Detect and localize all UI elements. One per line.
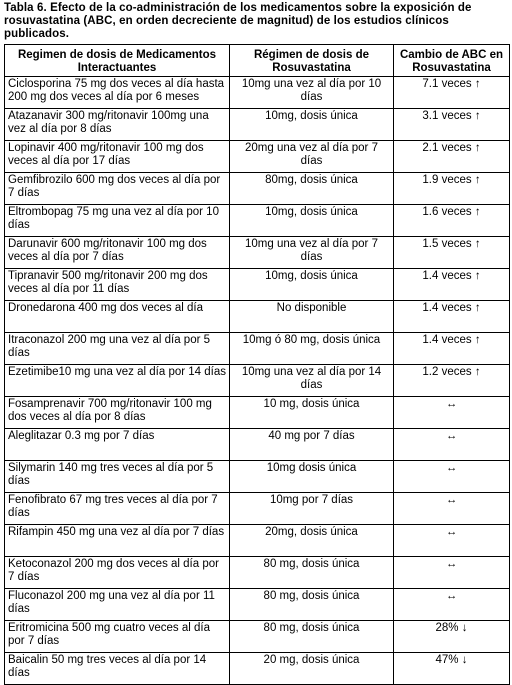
table-row [5,621,510,653]
cell-interacting-drug-regimen: Eltrombopag 75 mg una vez al día por 10 días [5,205,230,237]
cell-interacting-drug-regimen: Dronedarona 400 mg dos veces al día [5,301,230,333]
cell-rosuvastatin-regimen: 10 mg, dosis única [230,397,394,429]
cell-rosuvastatin-regimen: 10mg una vez al día por 7 días [230,237,394,269]
cell-auc-change: 1.6 veces ↑ [394,205,510,237]
cell-interacting-drug-regimen: Silymarin 140 mg tres veces al día por 5 días [5,461,230,493]
cell-interacting-drug-regimen: Fosamprenavir 700 mg/ritonavir 100 mg dos veces al día por 8 días [5,397,230,429]
cell-rosuvastatin-regimen: 10mg, dosis única [230,269,394,301]
table-row [5,237,510,269]
cell-rosuvastatin-regimen: 10mg una vez al día por 10 días [230,77,394,109]
cell-interacting-drug-regimen: Darunavir 600 mg/ritonavir 100 mg dos veces al día por 7 días [5,237,230,269]
cell-rosuvastatin-regimen: 80 mg, dosis única [230,621,394,653]
cell-rosuvastatin-regimen: 10mg una vez al día por 14 días [230,365,394,397]
table-row [5,653,510,685]
header-interacting-drug-regimen: Regimen de dosis de Medicamentos Interactuantes [5,45,230,77]
cell-interacting-drug-regimen: Baicalin 50 mg tres veces al día por 14 días [5,653,230,685]
cell-auc-change: 1.4 veces ↑ [394,333,510,365]
table-row [5,525,510,557]
cell-auc-change: 1.9 veces ↑ [394,173,510,205]
cell-auc-change: ↔ [394,525,510,557]
cell-interacting-drug-regimen: Atazanavir 300 mg/ritonavir 100mg una vez al día por 8 días [5,109,230,141]
table-row [5,109,510,141]
cell-interacting-drug-regimen: Lopinavir 400 mg/ritonavir 100 mg dos veces al día por 17 días [5,141,230,173]
cell-auc-change: 47% ↓ [394,653,510,685]
cell-auc-change: 2.1 veces ↑ [394,141,510,173]
cell-auc-change: ↔ [394,493,510,525]
header-auc-change: Cambio de ABC en Rosuvastatina [394,45,510,77]
table-row [5,493,510,525]
cell-interacting-drug-regimen: Itraconazol 200 mg una vez al día por 5 días [5,333,230,365]
cell-rosuvastatin-regimen: No disponible [230,301,394,333]
cell-rosuvastatin-regimen: 10mg por 7 días [230,493,394,525]
cell-rosuvastatin-regimen: 10mg, dosis única [230,205,394,237]
cell-interacting-drug-regimen: Aleglitazar 0.3 mg por 7 días [5,429,230,461]
cell-auc-change: 3.1 veces ↑ [394,109,510,141]
cell-interacting-drug-regimen: Fluconazol 200 mg una vez al día por 11 días [5,589,230,621]
document [4,2,509,685]
cell-rosuvastatin-regimen: 20mg una vez al día por 7 días [230,141,394,173]
table-row [5,429,510,461]
table-row [5,397,510,429]
cell-rosuvastatin-regimen: 10mg, dosis única [230,109,394,141]
table-row [5,173,510,205]
cell-rosuvastatin-regimen: 80 mg, dosis única [230,589,394,621]
table-header-row [5,45,510,77]
table-body [5,77,510,685]
cell-auc-change: ↔ [394,589,510,621]
cell-interacting-drug-regimen: Rifampin 450 mg una vez al día por 7 días [5,525,230,557]
cell-auc-change: 28% ↓ [394,621,510,653]
cell-interacting-drug-regimen: Ciclosporina 75 mg dos veces al día hasta 200 mg dos veces al día por 6 meses [5,77,230,109]
header-rosuvastatin-regimen: Régimen de dosis de Rosuvastatina [230,45,394,77]
cell-auc-change: ↔ [394,429,510,461]
cell-rosuvastatin-regimen: 10mg ó 80 mg, dosis única [230,333,394,365]
cell-interacting-drug-regimen: Fenofibrato 67 mg tres veces al día por 7 días [5,493,230,525]
table-caption: Tabla 6. Efecto de la co-administración de los medicamentos sobre la exposición de rosuvastatina (ABC, en orden decreciente de magnitud) de los estudios clínicos publicados. [4,2,472,40]
cell-interacting-drug-regimen: Ezetimibe10 mg una vez al día por 14 días [5,365,230,397]
table-row [5,205,510,237]
table-row [5,589,510,621]
cell-interacting-drug-regimen: Ketoconazol 200 mg dos veces al día por 7 días [5,557,230,589]
table-row [5,269,510,301]
cell-rosuvastatin-regimen: 10mg dosis única [230,461,394,493]
cell-interacting-drug-regimen: Tipranavir 500 mg/ritonavir 200 mg dos veces al día por 11 días [5,269,230,301]
cell-rosuvastatin-regimen: 20mg, dosis única [230,525,394,557]
cell-rosuvastatin-regimen: 40 mg por 7 días [230,429,394,461]
table-row [5,365,510,397]
cell-auc-change: 1.4 veces ↑ [394,301,510,333]
table-row [5,77,510,109]
cell-rosuvastatin-regimen: 20 mg, dosis única [230,653,394,685]
table-row [5,557,510,589]
table-row [5,461,510,493]
cell-auc-change: ↔ [394,461,510,493]
cell-rosuvastatin-regimen: 80 mg, dosis única [230,557,394,589]
interaction-table [4,44,510,685]
cell-auc-change: 1.2 veces ↑ [394,365,510,397]
cell-interacting-drug-regimen: Eritromicina 500 mg cuatro veces al día por 7 días [5,621,230,653]
cell-rosuvastatin-regimen: 80mg, dosis única [230,173,394,205]
cell-auc-change: 1.5 veces ↑ [394,237,510,269]
table-row [5,301,510,333]
cell-auc-change: 1.4 veces ↑ [394,269,510,301]
cell-interacting-drug-regimen: Gemfibrozilo 600 mg dos veces al día por 7 días [5,173,230,205]
cell-auc-change: ↔ [394,397,510,429]
table-row [5,141,510,173]
table-row [5,333,510,365]
cell-auc-change: ↔ [394,557,510,589]
cell-auc-change: 7.1 veces ↑ [394,77,510,109]
